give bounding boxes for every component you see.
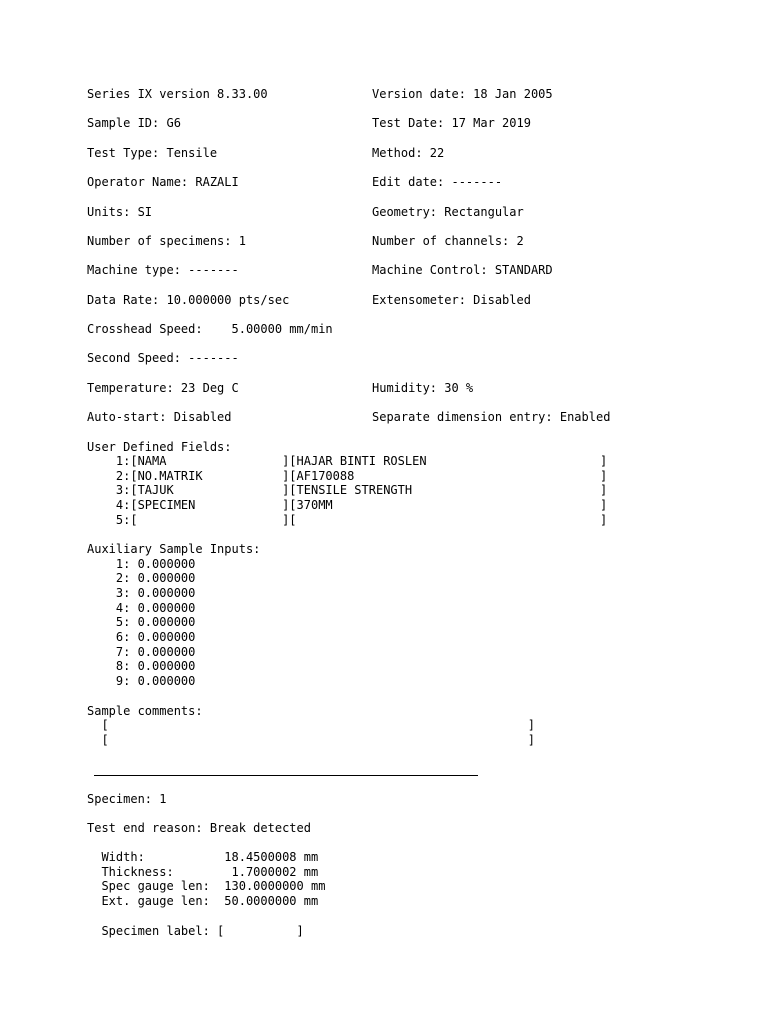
units: Units: SI xyxy=(87,205,153,219)
method: Method: 22 xyxy=(372,146,445,160)
machine-type: Machine type: ------- xyxy=(87,263,239,277)
aux-input-row: 7: 0.000000 xyxy=(87,645,196,659)
geometry: Geometry: Rectangular xyxy=(372,205,524,219)
number-of-channels: Number of channels: 2 xyxy=(372,234,524,248)
aux-input-row: 1: 0.000000 xyxy=(87,557,196,571)
spec-gauge-length: Spec gauge len: 130.0000000 mm xyxy=(87,879,326,893)
crosshead-speed: Crosshead Speed: 5.00000 mm/min xyxy=(87,322,333,336)
extensometer: Extensometer: Disabled xyxy=(372,293,531,307)
test-date: Test Date: 17 Mar 2019 xyxy=(372,116,531,130)
series-version: Series IX version 8.33.00 xyxy=(87,87,268,101)
sample-comment-row: [ ] xyxy=(87,733,535,747)
ext-gauge-length: Ext. gauge len: 50.0000000 mm xyxy=(87,894,319,908)
aux-input-row: 9: 0.000000 xyxy=(87,674,196,688)
aux-input-row: 4: 0.000000 xyxy=(87,601,196,615)
version-date: Version date: 18 Jan 2005 xyxy=(372,87,553,101)
operator-name: Operator Name: RAZALI xyxy=(87,175,239,189)
specimen-number: Specimen: 1 xyxy=(87,792,167,806)
aux-input-row: 5: 0.000000 xyxy=(87,615,196,629)
auto-start: Auto-start: Disabled xyxy=(87,410,232,424)
test-type: Test Type: Tensile xyxy=(87,146,218,160)
aux-input-row: 3: 0.000000 xyxy=(87,586,196,600)
user-fields-title: User Defined Fields: xyxy=(87,440,232,454)
user-field-row: 1:[NAMA ][HAJAR BINTI ROSLEN ] xyxy=(87,454,608,468)
user-field-row: 5:[ ][ ] xyxy=(87,513,608,527)
user-field-row: 2:[NO.MATRIK ][AF170088 ] xyxy=(87,469,608,483)
number-of-specimens: Number of specimens: 1 xyxy=(87,234,246,248)
specimen-label: Specimen label: [ ] xyxy=(87,924,304,938)
edit-date: Edit date: ------- xyxy=(372,175,503,189)
humidity: Humidity: 30 % xyxy=(372,381,474,395)
second-speed: Second Speed: ------- xyxy=(87,351,239,365)
machine-control: Machine Control: STANDARD xyxy=(372,263,553,277)
user-field-row: 4:[SPECIMEN ][370MM ] xyxy=(87,498,608,512)
data-rate: Data Rate: 10.000000 pts/sec xyxy=(87,293,290,307)
test-end-reason: Test end reason: Break detected xyxy=(87,821,311,835)
aux-input-row: 2: 0.000000 xyxy=(87,571,196,585)
aux-input-row: 6: 0.000000 xyxy=(87,630,196,644)
user-field-row: 3:[TAJUK ][TENSILE STRENGTH ] xyxy=(87,483,608,497)
separate-dimension-entry: Separate dimension entry: Enabled xyxy=(372,410,611,424)
section-divider xyxy=(94,775,478,776)
specimen-thickness: Thickness: 1.7000002 mm xyxy=(87,865,319,879)
specimen-width: Width: 18.4500008 mm xyxy=(87,850,319,864)
aux-input-row: 8: 0.000000 xyxy=(87,659,196,673)
aux-inputs-title: Auxiliary Sample Inputs: xyxy=(87,542,261,556)
temperature: Temperature: 23 Deg C xyxy=(87,381,239,395)
sample-comment-row: [ ] xyxy=(87,718,535,732)
sample-id: Sample ID: G6 xyxy=(87,116,181,130)
sample-comments-title: Sample comments: xyxy=(87,704,203,718)
